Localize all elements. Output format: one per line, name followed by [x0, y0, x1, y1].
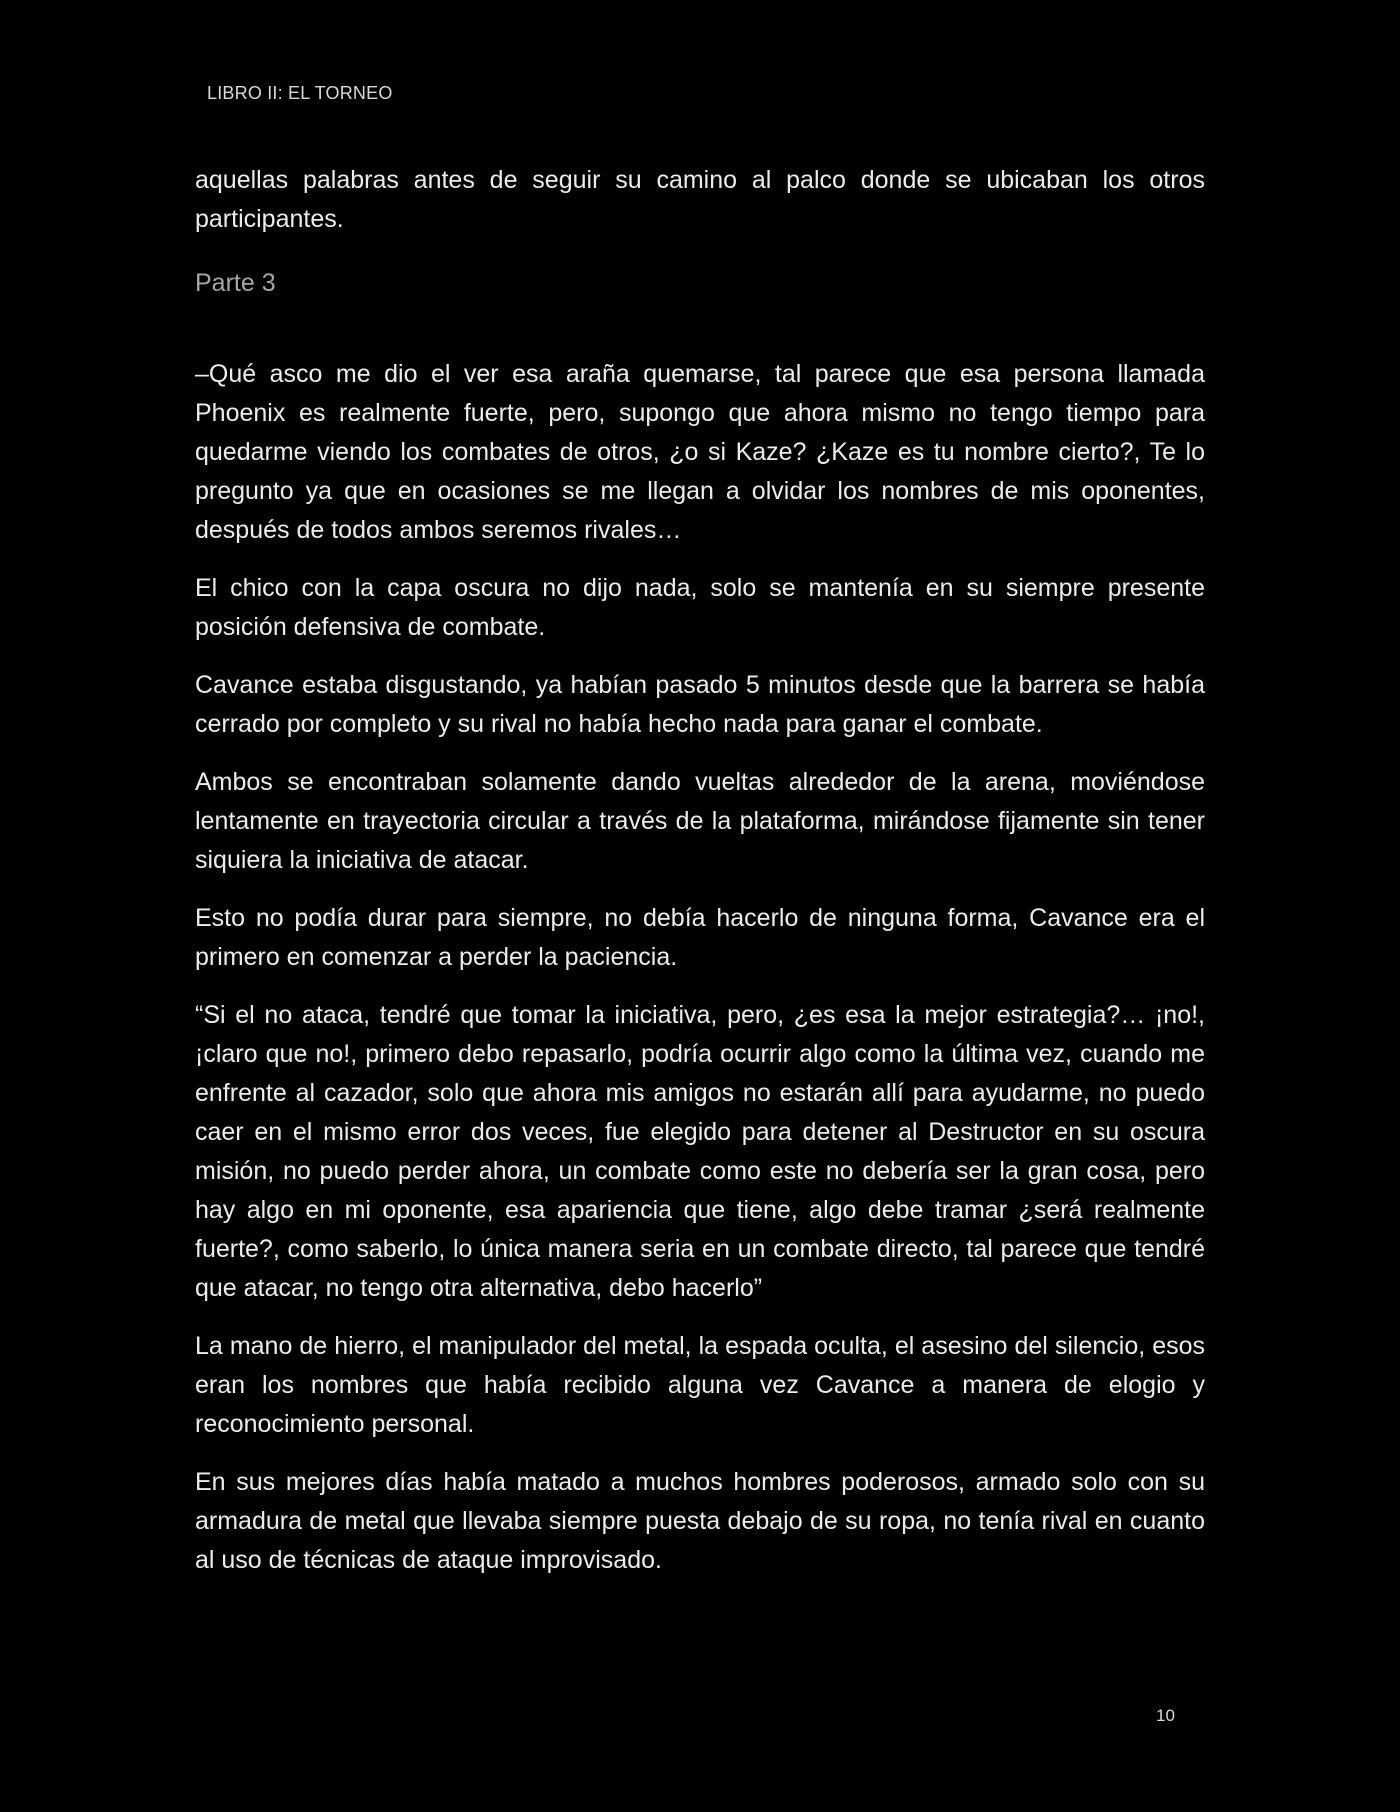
page-body [195, 161, 1205, 1580]
paragraph-5: Esto no podía durar para siempre, no debía hacerlo de ninguna forma, Cavance era el primero en comenzar a perder la paciencia. [195, 904, 1205, 971]
paragraph-2: El chico con la capa oscura no dijo nada, solo se mantenía en su siempre presente posición defensiva de combate. [195, 574, 1205, 641]
running-header: LIBRO II: EL TORNEO [207, 83, 393, 103]
section-title: Parte 3 [195, 269, 276, 297]
intro-paragraph: aquellas palabras antes de seguir su camino al palco donde se ubicaban los otros participantes. [195, 166, 1205, 233]
page-number: 10 [1156, 1706, 1175, 1725]
paragraph-7: La mano de hierro, el manipulador del metal, la espada oculta, el asesino del silencio, esos eran los nombres que había recibido alguna vez Cavance a manera de elogio y reconocimiento personal. [195, 1332, 1205, 1438]
paragraph-1: –Qué asco me dio el ver esa araña quemarse, tal parece que esa persona llamada Phoenix es realmente fuerte, pero, supongo que ahora mismo no tengo tiempo para quedarme viendo los combates de otros, ¿o si Kaze? ¿Kaze es tu nombre cierto?, Te lo pregunto ya que en ocasiones se me llegan a olvidar los nombres de mis oponentes, después de todos ambos seremos rivales… [195, 360, 1205, 544]
paragraph-6: “Si el no ataca, tendré que tomar la iniciativa, pero, ¿es esa la mejor estrategia?… ¡no!, ¡claro que no!, primero debo repasarlo, podría ocurrir algo como la última vez, cuando me enfrente al cazador, solo que ahora mis amigos no estarán allí para ayudarme, no puedo caer en el mismo error dos veces, fue elegido para detener al Destructor en su oscura misión, no puedo perder ahora, un combate como este no debería ser la gran cosa, pero hay algo en mi oponente, esa apariencia que tiene, algo debe tramar ¿será realmente fuerte?, como saberlo, lo única manera seria en un combate directo, tal parece que tendré que atacar, no tengo otra alternativa, debo hacerlo” [195, 1001, 1205, 1302]
paragraph-8: En sus mejores días había matado a muchos hombres poderosos, armado solo con su armadura de metal que llevaba siempre puesta debajo de su ropa, no tenía rival en cuanto al uso de técnicas de ataque improvisado. [195, 1468, 1205, 1574]
paragraph-3: Cavance estaba disgustando, ya habían pasado 5 minutos desde que la barrera se había cerrado por completo y su rival no había hecho nada para ganar el combate. [195, 671, 1205, 738]
paragraph-4: Ambos se encontraban solamente dando vueltas alrededor de la arena, moviéndose lentamente en trayectoria circular a través de la plataforma, mirándose fijamente sin tener siquiera la iniciativa de atacar. [195, 768, 1205, 874]
